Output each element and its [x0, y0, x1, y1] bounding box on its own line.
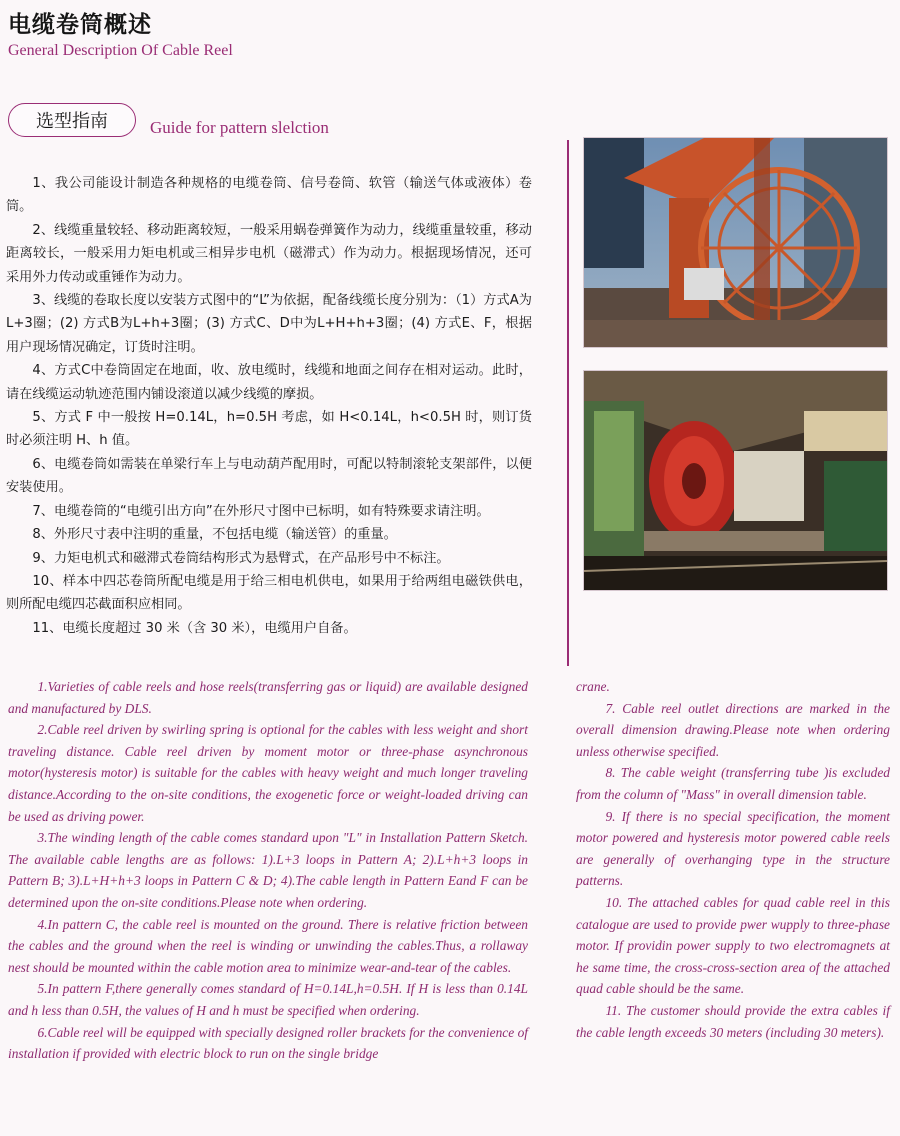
- en-guide-right-column: [576, 676, 890, 1043]
- cn-item: 11、电缆长度超过 30 米（含 30 米），电缆用户自备。: [32, 620, 357, 636]
- cn-item: 2、线缆重量较轻、移动距离较短，一般采用蜗卷弹簧作为动力，线缆重量较重，移动距离较长，一般采用力矩电机或三相异步电机（磁滞式）作为动力。根据现场情况，还可采用外力传动或重锤作为动力。: [6, 222, 532, 285]
- cn-item: 6、电缆卷筒如需装在单梁行车上与电动葫芦配用时，可配以特制滚轮支架部件，以便安装使用。: [6, 456, 532, 496]
- en-item: 5.In pattern F,there generally comes standard of H=0.14L,h=0.5H. If H is less than 0.14L and h less than 0.5H, the values of H and h must be specified when ordering.: [8, 981, 528, 1018]
- en-item: 3.The winding length of the cable comes standard upon "L" in Installation Pattern Sketch. The available cable lengths are as follows: 1).L+3 loops in Pattern A; 2).L+h+3 loops in Pattern B; 3).L+H+h+3 loops in Pattern C & D; 4).The cable length in Pattern Eand F can be determined upon the on-site conditions.Please note when ordering.: [8, 830, 528, 910]
- page-title-cn: 电缆卷筒概述: [8, 12, 152, 38]
- cn-item: 3、线缆的卷取长度以安装方式图中的“L”为依据，配备线缆长度分别为：（1）方式A为L+3圈；(2) 方式B为L+h+3圈；(3) 方式C、D中为L+H+h+3圈；(4) 方式E、F，根据用户现场情况确定，订货时注明。: [6, 293, 532, 355]
- en-item: 11. The customer should provide the extra cables if the cable length exceeds 30 meters (including 30 meters).: [576, 1002, 890, 1040]
- cn-item: 1、我公司能设计制造各种规格的电缆卷筒、信号卷筒、软管（输送气体或液体）卷筒。: [6, 176, 532, 215]
- cn-item: 4、方式C中卷筒固定在地面，收、放电缆时，线缆和地面之间存在相对运动。此时，请在线缆运动轨迹范围内铺设滚道以减少线缆的摩损。: [6, 363, 532, 402]
- en-item: 7. Cable reel outlet directions are marked in the overall dimension drawing.Please note when ordering unless otherwise specified.: [576, 700, 890, 759]
- section-subtitle-en: Guide for pattern slelction: [150, 118, 329, 137]
- en-item: 9. If there is no special specification, the moment motor powered and hysteresis motor powered cable reels are generally of overhanging type in the structure patterns.: [576, 808, 890, 889]
- cn-item: 7、电缆卷筒的“电缆引出方向”在外形尺寸图中已标明，如有特殊要求请注明。: [32, 503, 490, 519]
- en-guide-left-column: [8, 676, 528, 1065]
- en-item: 6.Cable reel will be equipped with specially designed roller brackets for the convenience of installation if provided with electric block to run on the single bridge: [8, 1024, 528, 1062]
- photo-tunnel-cable-reel: [583, 370, 888, 591]
- en-item: 10. The attached cables for quad cable reel in this catalogue are used to provide pwer wupply to three-phase motor. If providin power supply to two electromagnets at he same time, the cross-cross-section area of the attached quad cable should be the same.: [576, 894, 890, 997]
- cn-guide-list: [6, 172, 532, 640]
- cn-item: 10、样本中四芯卷筒所配电缆是用于给三相电机供电，如果用于给两组电磁铁供电，则所配电缆四芯截面积应相同。: [6, 573, 532, 613]
- en-item: 8. The cable weight (transferring tube )is excluded from the column of "Mass" in overall dimension table.: [576, 765, 890, 802]
- en-item: 1.Varieties of cable reels and hose reels(transferring gas or liquid) are available designed and manufactured by DLS.: [8, 679, 528, 716]
- en-item-continuation: crane.: [576, 679, 610, 694]
- en-item: 2.Cable reel driven by swirling spring is optional for the cables with less weight and short traveling distance. Cable reel driven by moment motor or three-phase asynchronous motor(hysteresis motor) is suitable for the cables with heavy weight and much longer traveling distance.According to the on-site conditions, the exogenetic force or weight-loaded driving can be used as driving power.: [8, 722, 528, 824]
- cn-item: 8、外形尺寸表中注明的重量，不包括电缆（输送管）的重量。: [32, 527, 397, 543]
- photo-crane-cable-reel: [583, 137, 888, 348]
- cn-item: 5、方式 F 中一般按 H=0.14L，h=0.5H 考虑，如 H<0.14L，h<0.5H 时，则订货时必须注明 H、h 值。: [6, 410, 532, 449]
- page-title-en: General Description Of Cable Reel: [8, 42, 233, 59]
- en-item: 4.In pattern C, the cable reel is mounted on the ground. There is relative friction between the cables and the ground when the reel is winding or unwinding the cables.Thus, a rollaway nest should be mounted within the cable motion area to minimize wear-and-tear of the cables.: [8, 916, 528, 975]
- divider-line: [567, 140, 569, 666]
- cn-item: 9、力矩电机式和磁滞式卷筒结构形式为悬臂式，在产品形号中不标注。: [32, 550, 450, 566]
- section-pill: 选型指南: [8, 103, 136, 137]
